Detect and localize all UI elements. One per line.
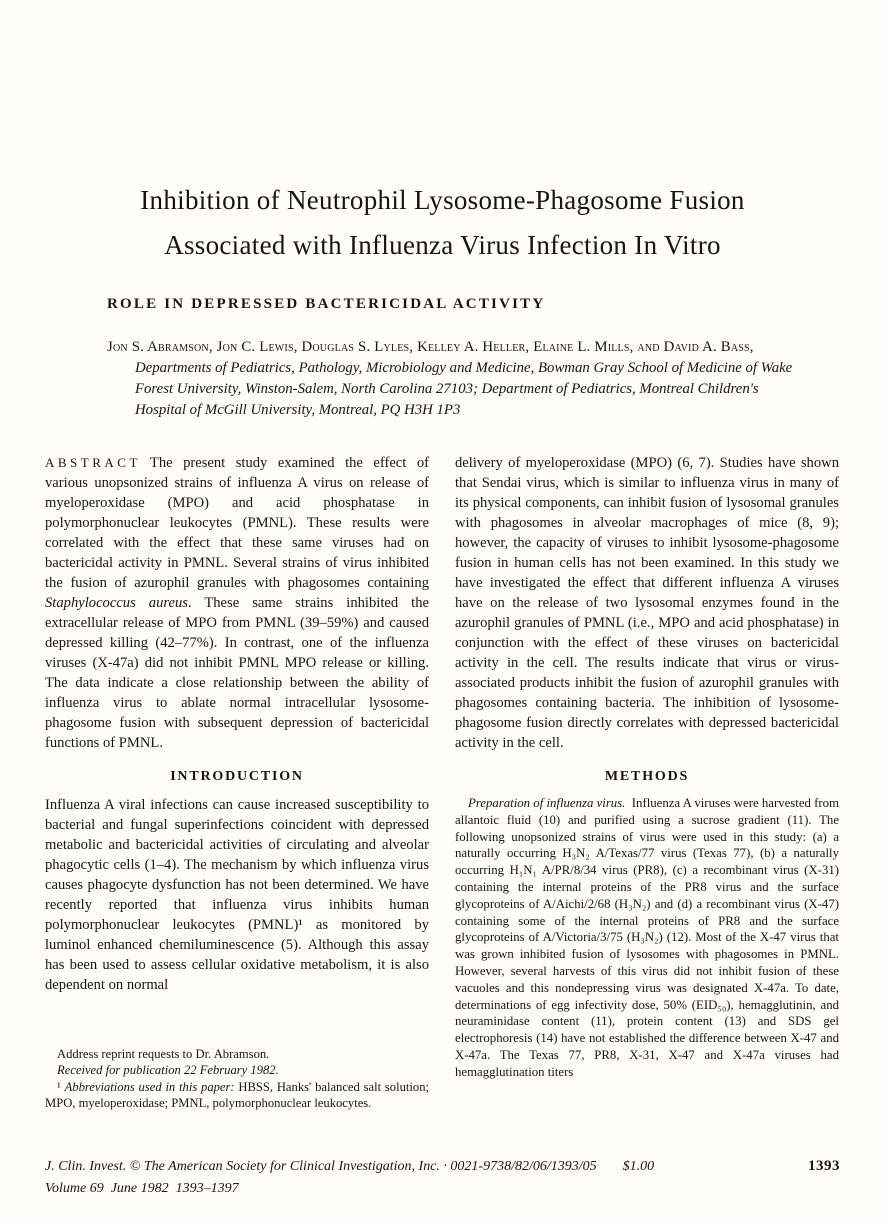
species-name: Staphylococcus aureus <box>45 595 188 611</box>
abbreviations-text: HBSS, Hanks' balanced salt solution; MPO, myeloperoxidase; PMNL, polymorphonuclear leukocytes. <box>45 1079 429 1110</box>
abstract-label: ABSTRACT <box>45 455 141 470</box>
abstract-paragraph <box>45 453 429 753</box>
footnote-marker: ¹ <box>57 1079 65 1094</box>
volume-line: Volume 69 June 1982 1393–1397 <box>45 1181 239 1196</box>
author-names: Jon S. Abramson, Jon C. Lewis, Douglas S. Lyles, Kelley A. Heller, Elaine L. Mills, and David A. Bass, <box>107 339 754 355</box>
abstract-text-2: . These same strains inhibited the extracellular release of MPO from PMNL (39–59%) and caused depressed killing (42–77%). In contrast, one of the influenza viruses (X-47a) did not inhibit PMNL MPO release or killing. The data indicate a close relationship between the ability of influenza virus to ablate normal intracellular lysosome-phagosome fusion with subsequent depression of bactericidal functions of PMNL. <box>45 595 429 751</box>
footer-line1 <box>45 1155 840 1178</box>
right-column <box>455 453 839 1111</box>
methods-lead-in: Preparation of influenza virus. <box>468 796 626 810</box>
article-title-line1: Inhibition of Neutrophil Lysosome-Phagosome Fusion <box>140 185 745 215</box>
introduction-paragraph: Influenza A viral infections can cause increased susceptibility to bacterial and fungal superinfections coincident with depressed metabolic and bactericidal activities of circulating and alveolar phagocytic cells (1–4). The mechanism by which influenza virus causes phagocyte dysfunction has not been determined. We have recently reported that influenza virus inhibits human polymorphonuclear leukocytes (PMNL)¹ as monitored by luminol enhanced chemiluminescence (5). Although this assay has been used to assess cellular oxidative metabolism, it is also dependent on normal <box>45 797 429 993</box>
methods-text: Influenza A viruses were harvested from allantoic fluid (10) and purified using a sucrose gradient (11). The following unopsonized strains of virus were used in this study: (a) a naturally occurring H₃N₂ A/Texas/77 virus (Texas 77), (b) a naturally occurring H₁N₁ A/PR/8/34 virus (PR8), (c) a recombinant virus (X-31) containing the internal proteins of the PR8 virus and the surface glycoproteins of A/Aichi/2/68 (H₃N₂) and (d) a recombinant virus (X-47) containing some of the internal proteins of PR8 and the surface glycoproteins of A/Victoria/3/75 (H₃N₂) (12). Most of the X-47 virus that was grown inhibited fusion of lysosomes with phagosomes in PMNL. However, several harvests of this virus did not inhibit fusion of these vacuoles and this nondepressing virus was designated X-47a. To date, determinations of egg infectivity dose, 50% (EID₅₀), hemagglutinin, and neuraminidase content (11), protein content (13) and SDS gel electrophoresis (14) have not established the difference between X-47 and X-47a. The Texas 77, PR8, X-31, X-47 and X-47a viruses had hemagglutination titers <box>455 796 839 1079</box>
journal-footer <box>45 1155 840 1200</box>
abbreviations-label: Abbreviations used in this paper: <box>64 1079 235 1094</box>
price: $1.00 <box>622 1159 655 1174</box>
page-number: 1393 <box>808 1158 840 1174</box>
byline <box>107 337 803 421</box>
affiliations: Departments of Pediatrics, Pathology, Microbiology and Medicine, Bowman Gray School of Medicine of Wake Forest University, Winston-Salem, North Carolina 27103; Department of Pediatrics, Montreal Children's Hospital of McGill University, Montreal, PQ H3H 1P3 <box>135 360 793 418</box>
article-body <box>45 453 840 1111</box>
methods-heading: METHODS <box>604 769 690 784</box>
received-footnote: Received for publication 22 February 1982. <box>57 1063 279 1078</box>
abstract-text-1: The present study examined the effect of various unopsonized strains of influenza A virus on release of myeloperoxidase (MPO) and acid phosphatase in polymorphonuclear leukocytes (PMNL). These results were correlated with the effect that these same viruses had on bactericidal activity in PMNL. Several strains of virus inhibited the fusion of azurophil granules with phagosomes containing <box>45 455 429 591</box>
left-column <box>45 453 429 1111</box>
continuation-paragraph: delivery of myeloperoxidase (MPO) (6, 7). Studies have shown that Sendai virus, which is similar to influenza virus in many of its physical components, can inhibit fusion of lysosomal granules with phagosomes in alveolar macrophages of mice (8, 9); however, the capacity of viruses to inhibit lysosome-phagosome fusion in human cells has not been examined. In this study we have investigated the effect that different influenza A viruses have on the release of two lysosomal enzymes found in the azurophil granules of PMNL (i.e., MPO and acid phosphatase) in conjunction with the effect of these viruses on bactericidal activity in the cell. The results indicate that virus or virus-associated products inhibit the fusion of azurophil granules with phagosomes containing bacteria. The inhibition of lysosome-phagosome fusion directly correlates with depressed bactericidal activity in the cell. <box>455 455 839 751</box>
article-subtitle: ROLE IN DEPRESSED BACTERICIDAL ACTIVITY <box>107 296 546 312</box>
abbreviations-footnote <box>45 1079 429 1111</box>
introduction-heading: INTRODUCTION <box>170 769 304 784</box>
article-title-line2: Associated with Influenza Virus Infection In Vitro <box>164 230 721 260</box>
reprint-footnote: Address reprint requests to Dr. Abramson. <box>57 1047 270 1062</box>
footnotes <box>45 1046 429 1111</box>
journal-citation: J. Clin. Invest. © The American Society for Clinical Investigation, Inc. · 0021-9738/82/06/1393/05 <box>45 1159 597 1174</box>
methods-paragraph <box>455 795 839 1081</box>
article-title <box>45 178 840 268</box>
